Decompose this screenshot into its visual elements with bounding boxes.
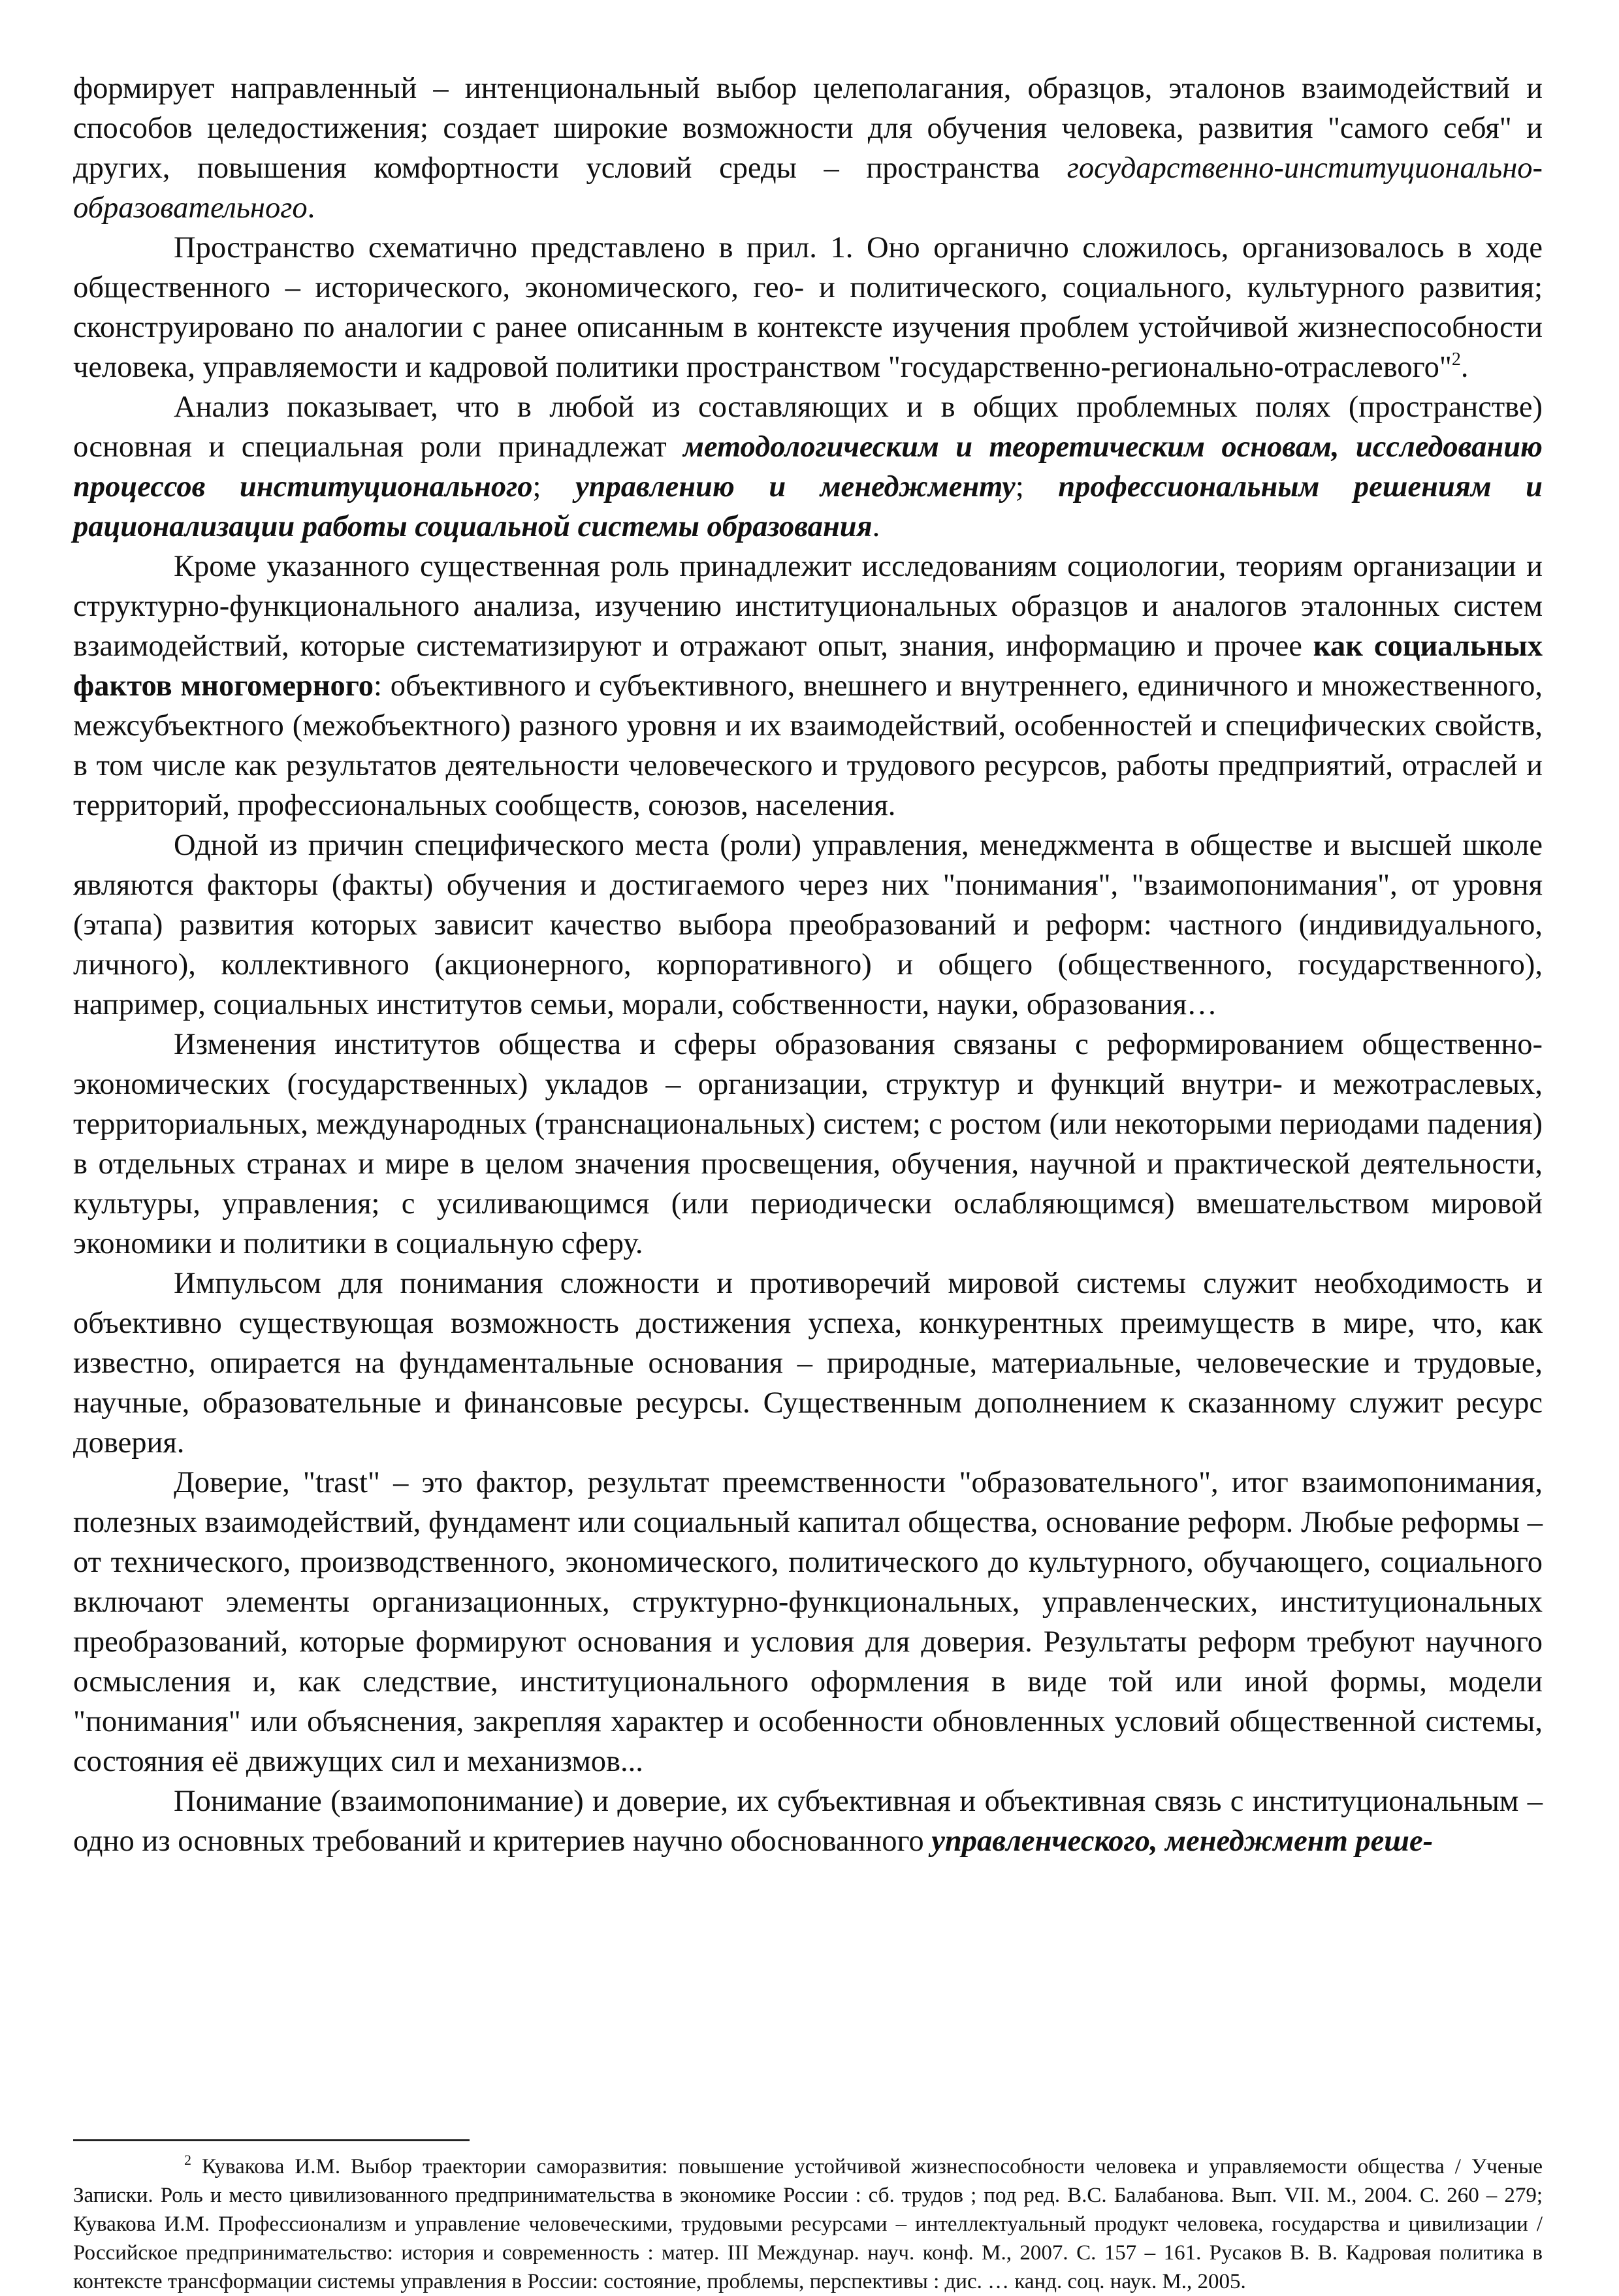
paragraph-text: Импульсом для понимания сложности и противоречий мировой системы служит необходимость и объективно существующая возможность достижения успеха, конкурентных преимуществ в мире, что, как известно, опирается на фундаментальные основания – природные, материальные, человеческие и трудовые, научные, образовательные и финансовые ресурсы. Существенным дополнением к сказанному служит ресурс доверия. (73, 1267, 1543, 1459)
footnote-separator (73, 2139, 470, 2141)
paragraph-8 (73, 1463, 1543, 1781)
paragraph-3 (73, 387, 1543, 547)
bold-emphasis: как социальных фактов многомерного (73, 630, 1543, 703)
paragraph-tail: . (872, 510, 880, 543)
footnote-number: 2 (184, 2152, 191, 2168)
bold-italic-emphasis: профессиональным решениям и рационализации работы социальной системы образования (73, 470, 1543, 543)
paragraph-7 (73, 1264, 1543, 1463)
paragraph-tail: : объективного и субъективного, внешнего и внутреннего, единичного и множественного, межсубъектного (межобъектного) разного уровня и их взаимодействий, особенностей и специфических свойств, в том числе как результатов деятельности человеческого и трудового ресурсов, работы предприятий, отраслей и территорий, профессиональных сообществ, союзов, населения. (73, 669, 1543, 822)
document-page (73, 69, 1543, 1861)
bold-italic-emphasis: методологическим и теоретическим основам, исследованию процессов институционального (73, 430, 1543, 503)
paragraph-text: Одной из причин специфического места (роли) управления, менеджмента в обществе и высшей школе являются факторы (факты) обучения и достигаемого через них "понимания", "взаимопонимания", от уровня (этапа) развития которых зависит качество выбора преобразований и реформ: частного (индивидуального, личного), коллективного (акционерного, корпоративного) и общего (общественного, государственного), например, социальных институтов семьи, морали, собственности, науки, образования… (73, 829, 1543, 1021)
paragraph-tail: . (1460, 351, 1469, 384)
italic-emphasis: государственно-институционально-образовательного (73, 151, 1543, 225)
footnote-reference[interactable]: 2 (1451, 349, 1461, 370)
bold-italic-emphasis: управленческого, менеджмент реше- (931, 1825, 1434, 1858)
paragraph-text: Анализ показывает, что в любой из составляющих и в общих проблемных полях (пространстве) основная и специальная роли принадлежат (73, 391, 1543, 464)
paragraph-1 (73, 69, 1543, 228)
footnote (73, 2152, 1543, 2296)
paragraph-6 (73, 1025, 1543, 1264)
paragraph-9 (73, 1781, 1543, 1861)
body-text (73, 69, 1543, 1861)
paragraph-5 (73, 825, 1543, 1025)
bold-italic-emphasis: управлению и менеджменту (575, 470, 1016, 503)
separator: ; (1015, 470, 1059, 503)
separator: ; (532, 470, 575, 503)
paragraph-text: Доверие, "trast" – это фактор, результат преемственности "образовательного", итог взаимопонимания, полезных взаимодействий, фундамент или социальный капитал общества, основание реформ. Любые реформы – от технического, производственного, экономического, политического до культурного, обучающего, социального включают элементы организационных, структурно-функциональных, управленческих, институциональных преобразований, которые формируют основания и условия для доверия. Результаты реформ требуют научного осмысления и, как следствие, институционального оформления в виде той или иной формы, модели "понимания" или объяснения, закрепляя характер и особенности обновленных условий общественной системы, состояния её движущих сил и механизмов... (73, 1466, 1543, 1778)
paragraph-4 (73, 547, 1543, 825)
footnote-text: Кувакова И.М. Выбор траектории саморазвития: повышение устойчивой жизнеспособности человека и управляемости общества / Ученые Записки. Роль и место цивилизованного предпринимательства в экономике России : сб. трудов ; под ред. В.С. Балабанова. Вып. VII. М., 2004. С. 260 – 279; Кувакова И.М. Профессионализм и управление человеческими, трудовыми ресурсами – интеллектуальный продукт человека, государства и цивилизации / Российское предпринимательство: история и современность : матер. III Междунар. науч. конф. М., 2007. С. 157 – 161. Русаков В. В. Кадровая политика в контексте трансформации системы управления в России: состояние, проблемы, перспективы : дис. … канд. соц. наук. М., 2005. (73, 2155, 1543, 2293)
paragraph-text: Понимание (взаимопонимание) и доверие, их субъективная и объективная связь с институциональным – одно из основных требований и критериев научно обоснованного (73, 1785, 1543, 1858)
paragraph-text: формирует направленный – интенциональный выбор целеполагания, образцов, эталонов взаимодействий и способов целедостижения; создает широкие возможности для обучения человека, развития "самого себя" и других, повышения комфортности условий среды – пространства (73, 72, 1543, 185)
paragraph-text: Пространство схематично представлено в прил. 1. Оно органично сложилось, организовалось в ходе общественного – исторического, экономического, гео- и политического, социального, культурного развития; сконструировано по аналогии с ранее описанным в контексте изучения проблем устойчивой жизнеспособности человека, управляемости и кадровой политики пространством "государственно-регионально-отраслевого" (73, 231, 1543, 384)
paragraph-text: Изменения институтов общества и сферы образования связаны с реформированием общественно-экономических (государственных) укладов – организации, структур и функций внутри- и межотраслевых, территориальных, международных (транснациональных) систем; с ростом (или некоторыми периодами падения) в отдельных странах и мире в целом значения просвещения, обучения, научной и практической деятельности, культуры, управления; с усиливающимся (или периодически ослабляющимся) вмешательством мировой экономики и политики в социальную сферу. (73, 1028, 1543, 1260)
paragraph-tail: . (307, 191, 315, 225)
paragraph-2 (73, 228, 1543, 387)
paragraph-text: Кроме указанного существенная роль принадлежит исследованиям социологии, теориям организации и структурно-функционального анализа, изучению институциональных образцов и аналогов эталонных систем взаимодействий, которые систематизируют и отражают опыт, знания, информацию и прочее (73, 550, 1543, 663)
